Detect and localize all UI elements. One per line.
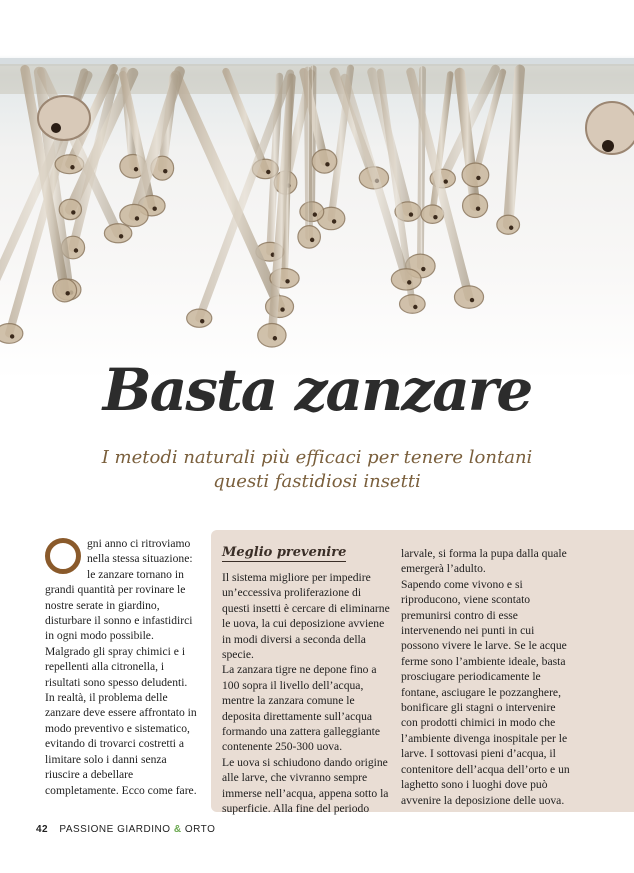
article-subtitle	[60, 446, 574, 494]
larvae-illustration	[0, 0, 634, 400]
page-footer	[36, 824, 215, 835]
larva-eye	[313, 212, 317, 216]
larva-body	[308, 71, 309, 237]
larva-eye	[119, 234, 123, 238]
larva-eye	[413, 305, 417, 309]
larvae-band	[0, 64, 634, 94]
larva-eye	[135, 216, 139, 220]
larva-eye	[74, 248, 78, 252]
larva-eye	[200, 319, 204, 323]
larva-eye	[65, 291, 69, 295]
hero-photo-mosquito-larvae	[0, 0, 634, 400]
larva-eye	[509, 226, 513, 230]
pupa-left	[38, 96, 90, 140]
larva-eye	[325, 162, 329, 166]
larva-head	[53, 279, 77, 302]
larva-eye	[70, 165, 74, 169]
larva-head	[391, 269, 421, 290]
larva-eye	[152, 206, 156, 210]
larva-eye	[470, 298, 474, 302]
larva-eye	[476, 207, 480, 211]
magazine-ampersand: &	[173, 824, 182, 835]
intro-paragraph	[45, 536, 197, 798]
drop-cap	[45, 538, 81, 574]
larva-head	[312, 150, 337, 174]
larva-eye	[280, 307, 284, 311]
larva-eye	[444, 179, 448, 183]
larva-eye	[421, 267, 425, 271]
sidebar-paragraph-5: Sapendo come vivono e si riproducono, viene scontato premunirsi contro di esse intervenendo nei punti in cui possono vivere le larve. Se le acque ferme sono l’ambiente ideale, basta prosciugare periodicamente le fontane, asciugare le pozzanghere, bonificare gli stagni o intervenire con prodotti chimici in modo che l’ambiente divenga inospitale per le larve. I sottovasi pieni d’acqua, il contenitore dell’acqua dell’orto e un laghetto sono i luoghi dove può avvenire la deposizione delle uova.	[401, 577, 570, 807]
larva-eye	[310, 238, 314, 242]
larva-head	[462, 163, 489, 187]
larva-head	[298, 226, 320, 248]
larva-eye	[134, 167, 138, 171]
sidebar-column-2	[401, 546, 573, 808]
larva-head	[400, 295, 426, 314]
larva-head	[59, 199, 81, 219]
magazine-name-part2: ORTO	[184, 824, 216, 835]
larva-head	[258, 324, 286, 347]
larva-head	[120, 204, 148, 226]
larva-eye	[409, 212, 413, 216]
larva-head	[421, 205, 444, 223]
larva-eye	[285, 279, 289, 283]
larva-eye	[433, 215, 437, 219]
sidebar-paragraph-4: larvale, si forma la pupa dalla quale emergerà l’adulto.	[401, 547, 567, 576]
larva-head	[454, 286, 483, 308]
larva-body	[176, 76, 280, 307]
larva-head	[104, 224, 131, 243]
larva-eye	[71, 210, 75, 214]
article-title: Basta zanzare	[102, 356, 532, 424]
larva-eye	[266, 170, 270, 174]
larva-eye	[273, 336, 277, 340]
sidebar-column-1	[222, 570, 390, 817]
larva-eye	[332, 219, 336, 223]
sidebar-paragraph-2: La zanzara tigre ne depone fino a 100 sopra il livello dell’acqua, mentre la zanzara comune le deposita direttamente sull’acqua formando una zattera galleggiante contenente 250-300 uova.	[222, 663, 381, 754]
subtitle-line-2: questi fastidiosi insetti	[213, 471, 421, 492]
sidebar-paragraph-3: Le uova si schiudono dando origine alle larve, che vivranno sempre immerse nell’acqua, appena sotto la superficie. Alla fine del periodo	[222, 755, 389, 816]
larva-eye	[407, 280, 411, 284]
larva-head	[463, 194, 488, 218]
page-number: 42	[36, 824, 49, 835]
intro-text: gni anno ci ritroviamo nella stessa situazione: le zanzare tornano in grandi quantità per rovinare le nostre serate in giardino, disturbare il sonno e infastidirci in ogni modo possibile. Malgrado gli spray chimici e i repellenti alla citronella, i risultati sono spesso deludenti. In realtà, il problema delle zanzare deve essere affrontato in modo preventivo e sistematico, evitando di trovarci costretti a limitare solo i danni senza riuscire a debellare completamente. Ecco come fare.	[45, 537, 197, 797]
magazine-name-part1: PASSIONE GIARDINO	[59, 824, 171, 835]
pupa-right	[586, 102, 634, 154]
larva-eye	[476, 176, 480, 180]
larva-head	[187, 309, 212, 327]
subtitle-line-1: I metodi naturali più efficaci per tenere lontani	[101, 447, 533, 468]
larva-head	[497, 215, 520, 234]
larva-eye	[163, 169, 167, 173]
larva-eye	[10, 334, 14, 338]
sidebar-heading: Meglio prevenire	[222, 545, 347, 560]
larva-head	[0, 324, 23, 344]
sidebar-paragraph-1: Il sistema migliore per impedire un’eccessiva proliferazione di questi insetti è cercare di eliminarne le uova, la cui deposizione avviene in modi diversi a seconda della specie.	[222, 571, 390, 662]
